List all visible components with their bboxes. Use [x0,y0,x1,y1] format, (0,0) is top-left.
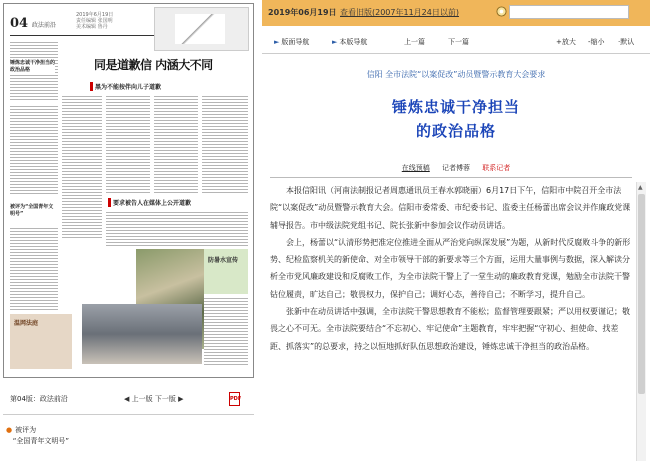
text-column [10,226,58,310]
divider [270,177,632,178]
text-column [202,94,248,194]
page-meta: 2019年6月19日 责任编辑 张国明 美术编辑 鲁丹 [76,12,114,30]
bullet-icon: ● [6,426,13,434]
list-item[interactable]: “全国青年文明号” [12,437,69,445]
edition-date: 2019年06月19日 [268,8,337,17]
scrollbar[interactable] [636,182,646,461]
side-article-2[interactable]: 被评为“全国青年文明号” [10,204,54,217]
pdf-icon[interactable]: PDF [229,392,240,406]
minus-icon: - [588,38,591,46]
text-column [204,296,248,366]
dot-icon: · [618,38,621,46]
page-number: 04 [10,16,29,31]
page-pagination [124,394,183,404]
top-bar [262,0,650,26]
arrow-icon: ► [274,38,280,46]
article-title-line-1: 锤炼忠诚干净担当 [391,98,520,116]
zoom-in-button[interactable]: +放大 [556,38,576,46]
next-page-icon: ▶ [178,395,184,403]
side-article-1[interactable]: 锤炼忠诚干净担当的政治品格 [10,60,56,73]
next-article-link[interactable]: 下一篇 [448,38,469,46]
byline [262,163,650,173]
text-column [10,104,58,194]
photo-caption: 温网法庭 [14,320,39,327]
search-input[interactable] [509,5,629,19]
left-panel [0,0,258,461]
byline-author: 记者傅蓉 [442,164,470,172]
byline-link[interactable]: 在线预稿 [401,164,430,172]
page-section: 政法前沿 [32,22,57,29]
text-column [106,210,248,246]
arrow-icon: ► [332,38,338,46]
article-paragraph: 会上，杨蕾以“认清形势把准定位推进全面从严治党向纵深发展”为题，从新时代反腐败斗争的新形势、纪检监察机关的新使命、对全市领导干部的新要求等三个方面，运用大量事例与数据，深入解读分析全市党风廉政建设和反腐败工作，为全市法院干警上了一堂生动的廉政教育党课，勉励全市法院干警钻位履责，旷达自己；敬畏权力，保护自己；调好心态，善待自己；不断学习，提升自己。 [270,237,631,299]
article-paragraph: 张新中在动员讲话中强调，全市法院干警思想教育不能松；监督管理要跟紧；严以用权要谨记；敬畏之心不可无。全市法院要结合“不忘初心、牢记使命”主题教育，牢牢把握“守初心、担使命、找差距、抓落实”的总要求，持之以恒地抓好队伍思想政治建设，锤炼忠诚干净担当的政治品格。 [270,307,630,351]
article-subhead: 信阳 全市法院“以案促改”动员暨警示教育大会要求 [366,70,546,79]
page-headline: 同是道歉信 内涵大不同 [94,58,213,72]
prev-page-link[interactable]: 上一版 [131,395,153,403]
article-nav [262,26,650,54]
scrollbar-thumb[interactable] [638,194,645,394]
article-body [270,182,632,461]
contact-reporter-link[interactable]: 联系记者 [482,164,511,172]
prev-page-icon: ◀ [124,395,130,403]
search-icon[interactable] [496,6,507,17]
text-column [154,94,198,194]
photo-caption: 防暑水宣传 [208,257,239,264]
page-label: 第04版：政法前沿 [10,395,68,403]
list-item[interactable]: ● 被评为 [6,426,37,434]
this-page-nav-link[interactable]: ► 本版导航 [332,38,368,46]
scroll-up-icon[interactable]: ▲ [638,184,643,191]
photo [82,304,202,364]
prev-article-link[interactable]: 上一篇 [404,38,425,46]
zoom-out-button[interactable]: -缩小 [588,38,605,46]
plus-icon: + [556,38,562,46]
article-title-line-2: 的政治品格 [415,122,496,140]
divider [3,414,254,415]
inner-headline-2[interactable]: 要求被告人在媒体上公开道歉 [108,198,191,207]
text-column [62,94,102,239]
next-page-link[interactable]: 下一版 [154,395,176,403]
default-size-button[interactable]: ·默认 [618,38,635,46]
photo [204,249,248,294]
newspaper-page-image[interactable] [3,3,254,378]
inner-headline-1[interactable]: 黑为不能按伴向儿子道歉 [90,82,161,91]
page-nav-link[interactable]: ► 版面导航 [274,38,310,46]
photo [10,314,72,369]
old-edition-link[interactable]: 查看旧版(2007年11月24日以前) [340,8,459,17]
article-list [6,425,69,447]
text-column [106,94,150,194]
article-paragraph: 本报信阳讯（河南法制报记者周惠通讯员王春水郭晓丽）6月17日下午，信阳市中院召开全市法院“以案促改”动员暨警示教育大会。信阳市委常委、市纪委书记、监委主任杨蕾出席会议并作廉政党课辅导报告。市中级法院党组书记、院长张新中参加会议作动员讲话。 [270,186,631,230]
envelope-illustration [154,7,249,51]
